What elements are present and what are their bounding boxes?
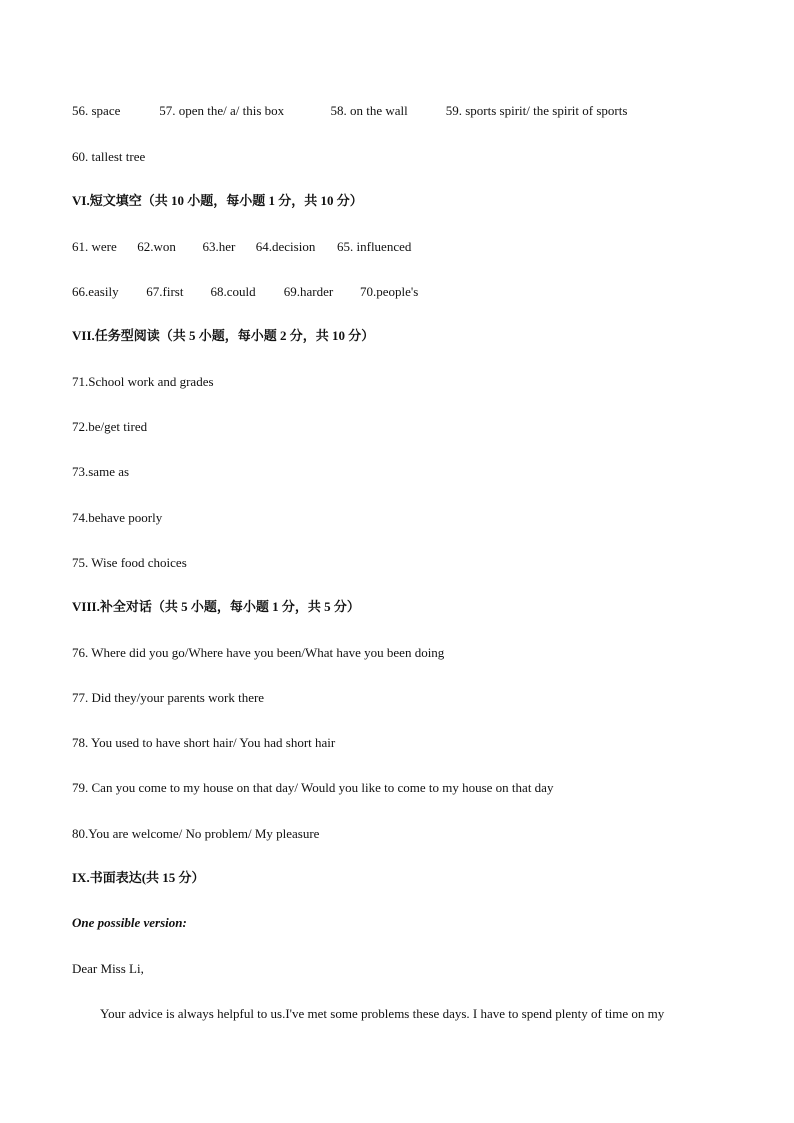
answer-61: 61. were xyxy=(72,239,117,254)
answer-79: 79. Can you come to my house on that day/ Would you like to come to my house on that day xyxy=(72,780,554,795)
letter-body-line: Your advice is always helpful to us.I've met some problems these days. I have to spend plenty of time on my xyxy=(100,1006,665,1021)
answers-61-65 xyxy=(72,239,411,255)
letter-greeting: Dear Miss Li, xyxy=(72,961,144,976)
answer-76: 76. Where did you go/Where have you been/What have you been doing xyxy=(72,645,445,660)
section-vii-heading: VII.任务型阅读（共 5 小题，每小题 2 分，共 10 分） xyxy=(72,328,375,343)
answer-57: 57. open the/ a/ this box xyxy=(159,103,285,118)
answer-72: 72.be/get tired xyxy=(72,419,148,434)
section-vi-heading: VI.短文填空（共 10 小题，每小题 1 分，共 10 分） xyxy=(72,193,363,208)
answer-60: 60. tallest tree xyxy=(72,149,146,164)
answer-59: 59. sports spirit/ the spirit of sports xyxy=(445,103,628,118)
answer-66: 66.easily xyxy=(72,284,119,299)
answer-64: 64.decision xyxy=(255,239,316,254)
section-viii-heading: VIII.补全对话（共 5 小题，每小题 1 分，共 5 分） xyxy=(72,599,360,614)
answer-69: 69.harder xyxy=(283,284,334,299)
section-ix-heading: IX.书面表达(共 15 分） xyxy=(72,870,205,885)
answer-68: 68.could xyxy=(210,284,256,299)
version-label: One possible version: xyxy=(72,915,187,930)
answer-77: 77. Did they/your parents work there xyxy=(72,690,265,705)
answer-67: 67.first xyxy=(146,284,184,299)
answers-66-70 xyxy=(72,284,418,300)
answer-58: 58. on the wall xyxy=(330,103,408,118)
answer-70: 70.people's xyxy=(360,284,419,299)
answer-65: 65. influenced xyxy=(337,239,412,254)
answer-56: 56. space xyxy=(72,103,121,118)
answer-71: 71.School work and grades xyxy=(72,374,214,389)
answers-56-59 xyxy=(72,103,627,119)
answer-74: 74.behave poorly xyxy=(72,510,163,525)
answer-78: 78. You used to have short hair/ You had short hair xyxy=(72,735,336,750)
answer-80: 80.You are welcome/ No problem/ My pleasure xyxy=(72,826,320,841)
answer-63: 63.her xyxy=(202,239,236,254)
answer-62: 62.won xyxy=(137,239,176,254)
answer-73: 73.same as xyxy=(72,464,130,479)
answer-75: 75. Wise food choices xyxy=(72,555,187,570)
